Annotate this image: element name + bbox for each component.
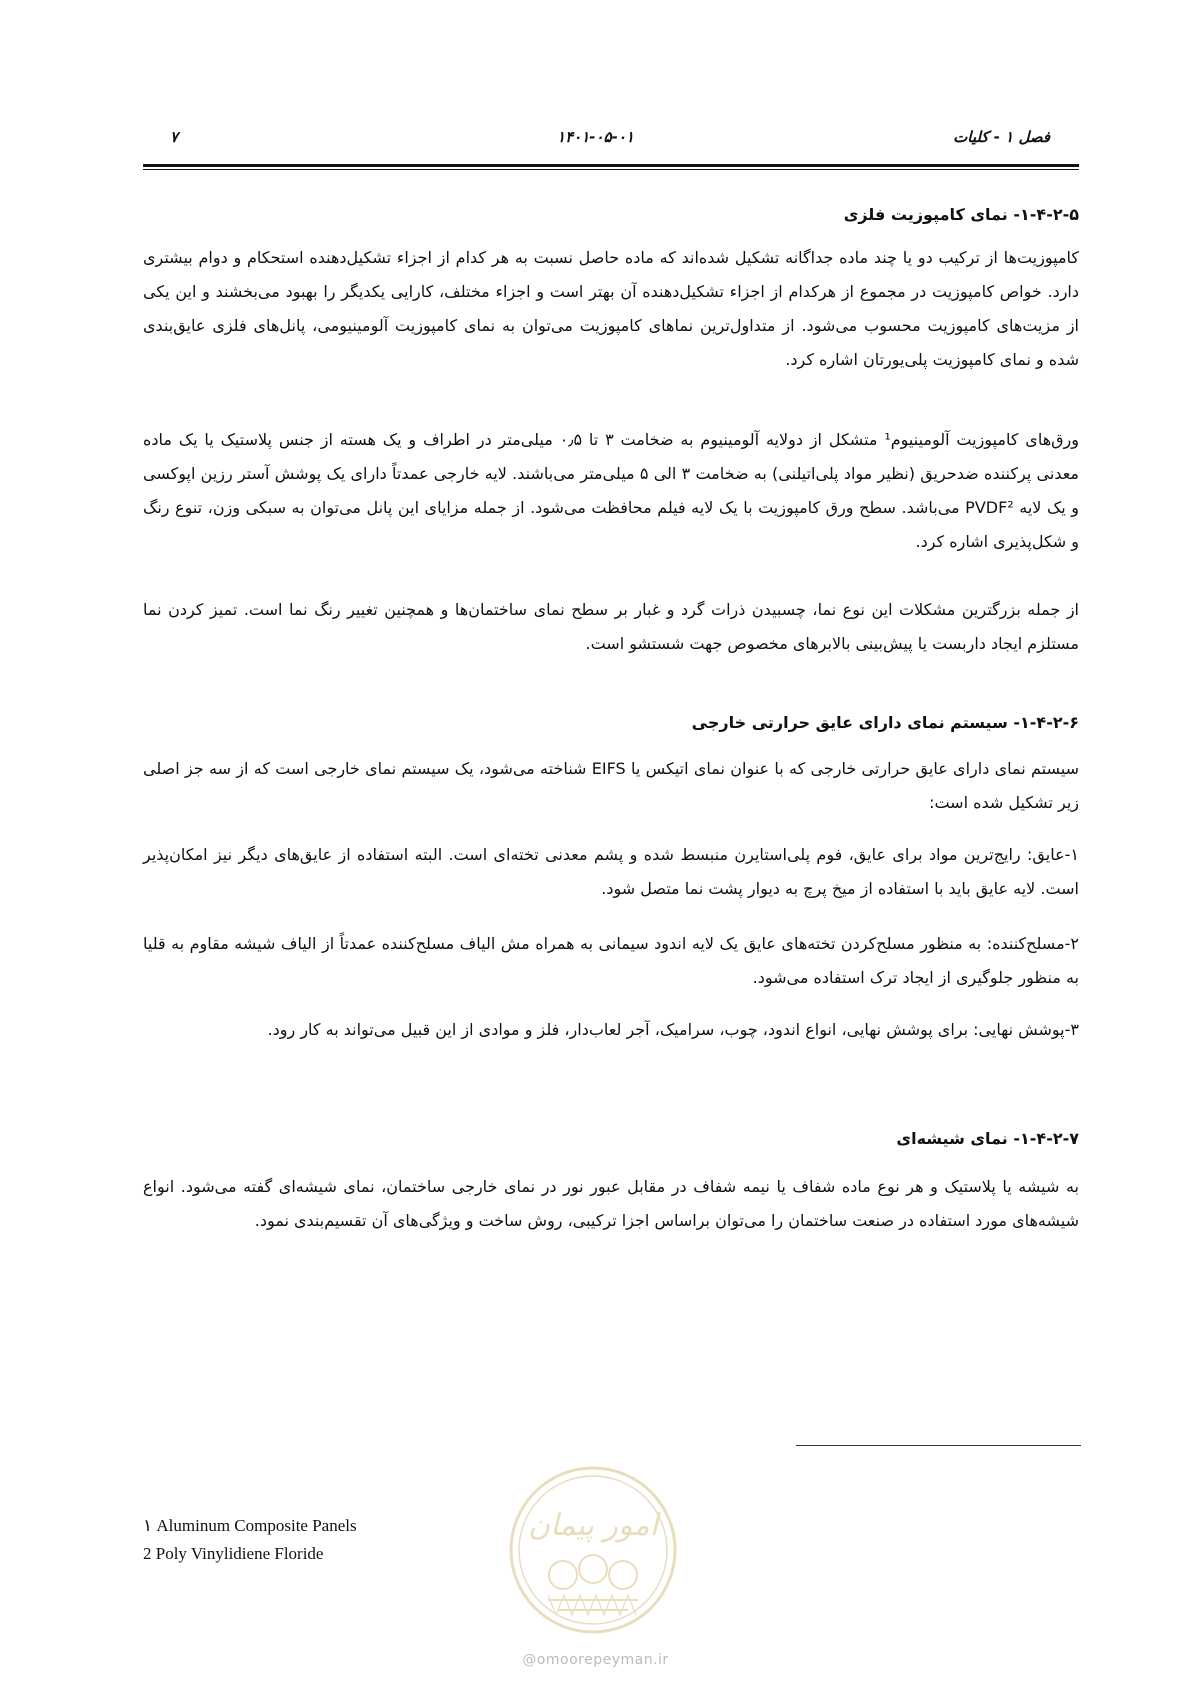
section-heading: ۱-۴-۲-۷- نمای شیشه‌ای [896,1129,1079,1148]
section-body [143,927,1079,995]
section-body [143,593,1079,661]
section-body [143,241,1079,377]
footnotes [143,1512,357,1568]
section-heading: ۱-۴-۲-۵- نمای کامپوزیت فلزی [843,205,1079,224]
watermark-text: @omoorepeyman.ir [522,1652,669,1668]
section-body [143,1170,1079,1238]
section-metal-composite [143,200,1079,230]
section-eifs [143,708,1079,738]
paragraph: ورق‌های کامپوزیت آلومینیوم¹ متشکل از دولایه آلومینیوم به ضخامت ۳ تا ۰٫۵ میلی‌متر در اطراف و یک هسته از جنس پلاستیک یا یک ماده معدنی پرکننده ضدحریق (نظیر مواد پلی‌اتیلنی) به ضخامت ۳ الی ۵ میلی‌متر می‌باشند. لایه خارجی عمدتاً دارای یک پوشش آستر رزین اپوکسی و یک لایه PVDF² می‌باشد. سطح ورق کامپوزیت با یک لایه فیلم محافظت می‌شود. از جمله مزایای این پانل می‌توان به سبکی وزن، تنوع رنگ و شکل‌پذیری اشاره کرد. [143,430,1080,551]
document-date: ۱۴۰۱-۰۵-۰۱ [557,128,634,146]
section-body [143,752,1079,820]
paragraph: از جمله بزرگترین مشکلات این نوع نما، چسبیدن ذرات گرد و غبار بر سطح نمای ساختمان‌ها و همچنین تغییر رنگ نما است. تمیز کردن نما مستلزم ایجاد داربست یا پیش‌بینی بالابرهای مخصوص جهت شستشو است. [143,600,1079,653]
footnote-1: ۱ Aluminum Composite Panels [143,1516,357,1535]
section-body [143,838,1079,906]
footnote-2: 2 Poly Vinylidiene Floride [143,1544,324,1563]
section-body [143,1013,1079,1047]
section-heading: ۱-۴-۲-۶- سیستم نمای دارای عایق حرارتی خارجی [691,713,1079,732]
footnote-rule [796,1445,1081,1446]
chapter-title: فصل ۱ - کلیات [953,128,1050,146]
list-item: ۲-مسلح‌کننده: به منظور مسلح‌کردن تخته‌های عایق یک لایه اندود سیمانی به همراه مش الیاف مسلح‌کننده عمدتاً از الیاف شیشه مقاوم به قلیا به منظور جلوگیری از ایجاد ترک استفاده می‌شود. [143,934,1079,987]
paragraph: کامپوزیت‌ها از ترکیب دو یا چند ماده جداگانه تشکیل شده‌اند که ماده حاصل نسبت به هر کدام از اجزاء تشکیل‌دهنده استحکام و دوام بیشتری دارد. خواص کامپوزیت در مجموع از هرکدام از اجزاء تشکیل‌دهنده آن بهتر است و اجزاء مختلف، کارایی یکدیگر را بهبود می‌بخشند و این یکی از مزیت‌های کامپوزیت محسوب می‌شود. از متداول‌ترین نماهای کامپوزیت می‌توان به نمای کامپوزیت آلومینیومی، پانل‌های فلزی عایق‌بندی شده و نمای کامپوزیت پلی‌یورتان اشاره کرد. [143,248,1079,369]
paragraph: سیستم نمای دارای عایق حرارتی خارجی که با عنوان نمای اتیکس یا EIFS شناخته می‌شود، یک سیستم نمای خارجی است که از سه جز اصلی زیر تشکیل شده است: [143,759,1079,812]
watermark-logo [508,1465,678,1635]
section-glass [143,1124,1079,1154]
paragraph: به شیشه یا پلاستیک و هر نوع ماده شفاف یا نیمه شفاف در مقابل عبور نور در نمای خارجی ساختمان، نمای شیشه‌ای گفته می‌شود. انواع شیشه‌های مورد استفاده در صنعت ساختمان را می‌توان براساس اجزا ترکیبی، روش ساخت و ویژگی‌های آن تقسیم‌بندی نمود. [143,1177,1079,1230]
watermark-lettering: امور پیمان [528,1508,658,1543]
list-item: ۱-عایق: رایج‌ترین مواد برای عایق، فوم پلی‌استایرن منبسط شده و پشم معدنی تخته‌ای است. البته استفاده از عایق‌های دیگر نیز امکان‌پذیر است. لایه عایق باید با استفاده از میخ پرچ به دیوار پشت نما متصل شود. [143,845,1079,898]
header-rule-thin [143,169,1079,170]
header-rule-thick [143,164,1079,167]
section-body [143,423,1079,559]
list-item: ۳-پوشش نهایی: برای پوشش نهایی، انواع اندود، چوب، سرامیک، آجر لعاب‌دار، فلز و موادی از این قبیل می‌تواند به کار رود. [267,1020,1079,1039]
page-number: ۷ [170,128,179,146]
